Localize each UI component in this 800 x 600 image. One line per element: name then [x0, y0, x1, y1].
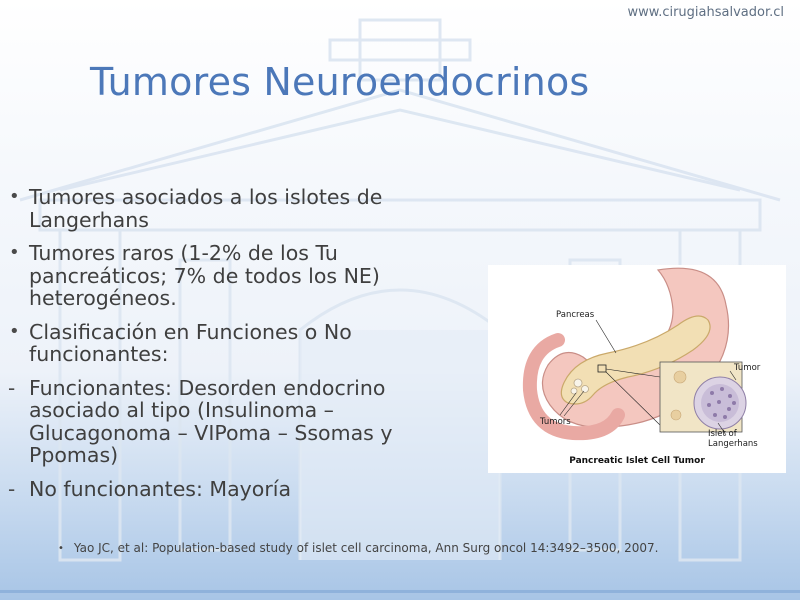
label-islet-of: Islet of — [708, 429, 737, 439]
bullet-text: Clasificación en Funciones o No funcionantes: — [29, 319, 352, 366]
label-langerhans: Langerhans — [708, 439, 758, 449]
bullet-item — [8, 242, 458, 310]
slide-title: Tumores Neuroendocrinos — [90, 60, 590, 104]
bullet-item — [8, 321, 458, 366]
bullet-item — [8, 186, 458, 231]
site-url: www.cirugiahsalvador.cl — [627, 5, 784, 20]
bullet-item — [8, 377, 458, 467]
citation-marker: • — [58, 543, 64, 554]
bullet-text: Tumores raros (1-2% de los Tu pancreáticos; 7% de todos los NE) heterogéneos. — [29, 241, 380, 310]
bullet-marker: • — [9, 186, 20, 207]
citation-text: Yao JC, et al: Population-based study of islet cell carcinoma, Ann Surg oncol 14:3492–3500, 2007. — [73, 541, 659, 555]
bullet-text: Tumores asociados a los islotes de Langerhans — [29, 185, 383, 232]
dash-marker: - — [8, 476, 16, 501]
figure-caption: Pancreatic Islet Cell Tumor — [569, 456, 705, 466]
bullet-list — [8, 186, 458, 511]
bullet-text: Funcionantes: Desorden endocrino asociado al tipo (Insulinoma – Glucagonoma – VIPoma – Ssomas y Ppomas) — [29, 375, 393, 467]
dash-marker: - — [8, 375, 16, 400]
label-pancreas: Pancreas — [556, 310, 595, 320]
footer-line — [0, 590, 800, 593]
citation — [58, 541, 658, 555]
bullet-marker: • — [9, 242, 20, 263]
pancreas-illustration — [488, 265, 786, 473]
bullet-item — [8, 478, 458, 501]
bullet-marker: • — [9, 320, 20, 342]
bullet-text: No funcionantes: Mayoría — [29, 476, 292, 501]
label-tumors: Tumors — [540, 417, 571, 427]
label-tumor: Tumor — [734, 363, 761, 373]
